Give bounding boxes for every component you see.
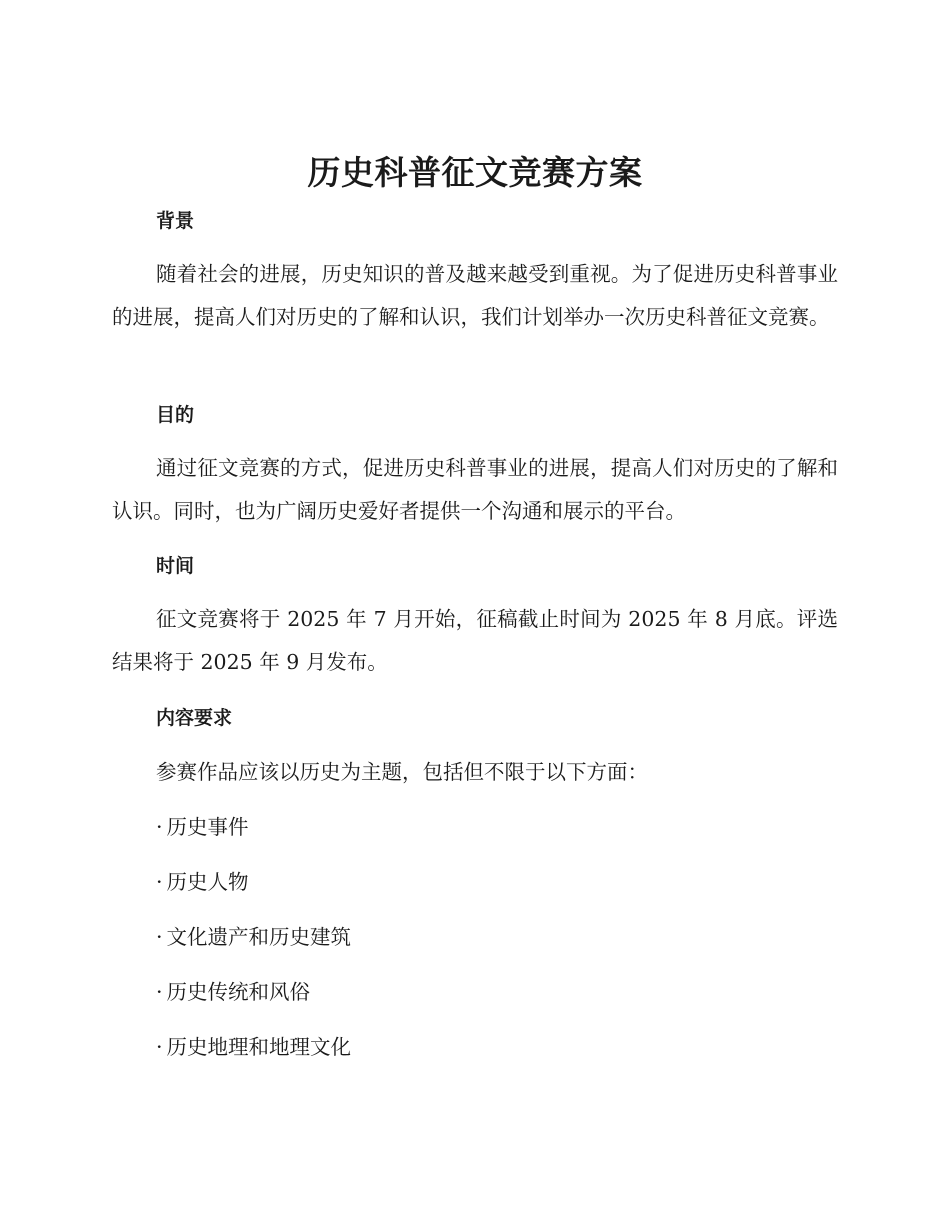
list-item — [156, 977, 310, 1007]
section-paragraph-background: 随着社会的进展，历史知识的普及越来越受到重视。为了促进历史科普事业的进展，提高人们对历史的了解和认识，我们计划举办一次历史科普征文竞赛。 — [112, 262, 838, 329]
list-item-text: 历史人物 — [166, 870, 249, 894]
bullet-icon: · — [156, 980, 163, 1004]
list-item-text: 历史传统和风俗 — [166, 980, 311, 1004]
document-title: 历史科普征文竞赛方案 — [307, 153, 643, 192]
list-item-text: 历史地理和地理文化 — [166, 1035, 352, 1059]
list-item — [156, 1032, 351, 1062]
section-paragraph-purpose: 通过征文竞赛的方式，促进历史科普事业的进展，提高人们对历史的了解和认识。同时，也为广阔历史爱好者提供一个沟通和展示的平台。 — [112, 456, 838, 523]
section-heading-content-requirements: 内容要求 — [156, 707, 233, 729]
bullet-icon: · — [156, 925, 163, 949]
section-heading-background: 背景 — [156, 210, 195, 232]
section-heading-purpose: 目的 — [156, 404, 195, 426]
bullet-icon: · — [156, 1035, 163, 1059]
content-requirements-intro: 参赛作品应该以历史为主题，包括但不限于以下方面： — [156, 760, 648, 784]
list-item — [156, 922, 351, 952]
list-item-text: 历史事件 — [166, 815, 249, 839]
list-item-text: 文化遗产和历史建筑 — [166, 925, 352, 949]
section-paragraph-time: 征文竞赛将于 2025 年 7 月开始，征稿截止时间为 2025 年 8 月底。评选结果将于 2025 年 9 月发布。 — [112, 607, 838, 674]
bullet-icon: · — [156, 815, 163, 839]
list-item — [156, 867, 249, 897]
bullet-icon: · — [156, 870, 163, 894]
section-heading-time: 时间 — [156, 555, 195, 577]
list-item — [156, 812, 249, 842]
